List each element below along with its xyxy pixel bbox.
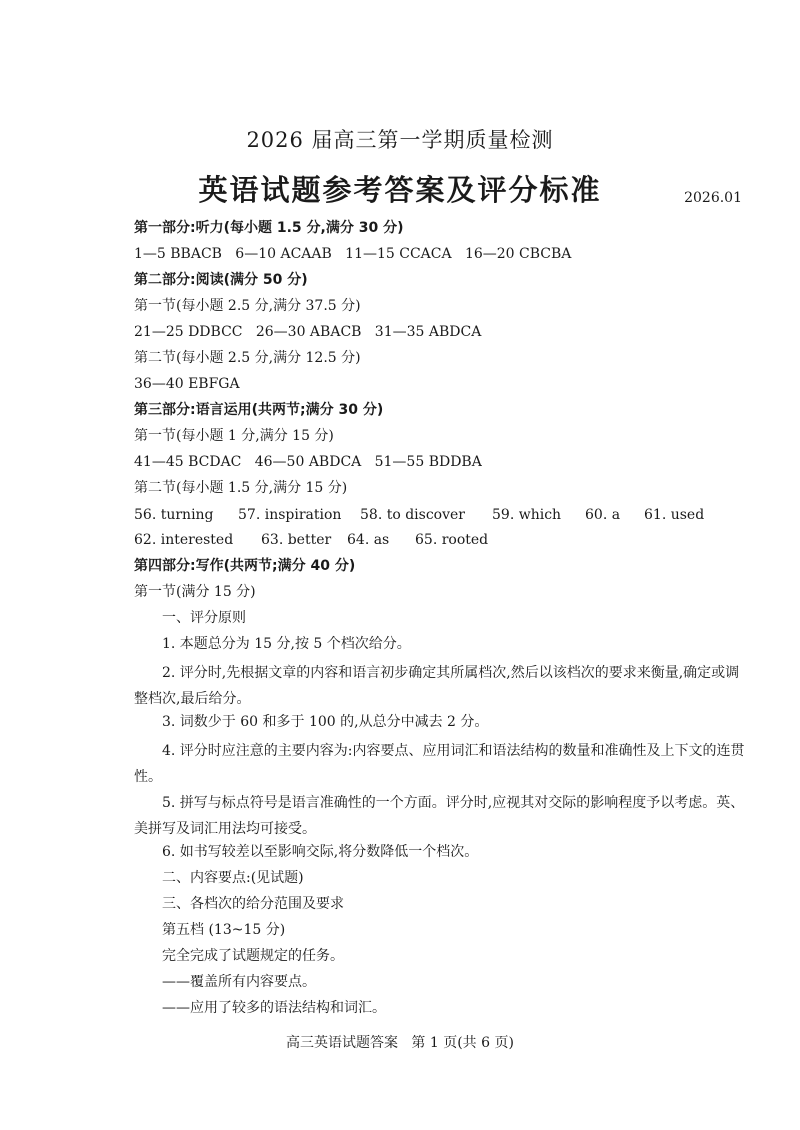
answer-58: 58. to discover xyxy=(360,507,465,523)
answer-63: 63. better xyxy=(261,532,332,548)
page-title: 英语试题参考答案及评分标准 xyxy=(198,173,602,207)
level5-item-1: ——覆盖所有内容要点。 xyxy=(162,974,316,990)
levels-heading: 三、各档次的给分范围及要求 xyxy=(162,896,344,912)
part1-answers: 1—5 BBACB 6—10 ACAAB 11—15 CCACA 16—20 CBCBA xyxy=(134,246,572,262)
answer-56: 56. turning xyxy=(134,507,214,523)
exam-name: 2026 届高三第一学期质量检测 xyxy=(246,128,554,152)
principle-1: 1. 本题总分为 15 分,按 5 个档次给分。 xyxy=(162,636,411,652)
part3-sec2-heading: 第二节(每小题 1.5 分,满分 15 分) xyxy=(134,480,348,496)
principles-heading: 一、评分原则 xyxy=(162,610,246,626)
principle-6: 6. 如书写较差以至影响交际,将分数降低一个档次。 xyxy=(162,844,479,860)
part2-sec2-answers: 36—40 EBFGA xyxy=(134,376,240,392)
content-points: 二、内容要点:(见试题) xyxy=(162,870,304,886)
principle-4: 4. 评分时应注意的主要内容为:内容要点、应用词汇和语法结构的数量和准确性及上下文的连贯性。 xyxy=(134,743,745,785)
answer-60: 60. a xyxy=(585,507,621,523)
level5-heading: 第五档 (13~15 分) xyxy=(162,922,286,938)
answer-57: 57. inspiration xyxy=(238,507,342,523)
answer-64: 64. as xyxy=(347,532,390,548)
part3-sec1-answers: 41—45 BCDAC 46—50 ABDCA 51—55 BDDBA xyxy=(134,454,482,470)
part2-heading: 第二部分:阅读(满分 50 分) xyxy=(134,272,308,288)
answer-61: 61. used xyxy=(644,507,705,523)
principle-3: 3. 词数少于 60 和多于 100 的,从总分中减去 2 分。 xyxy=(162,714,489,730)
part2-sec1-heading: 第一节(每小题 2.5 分,满分 37.5 分) xyxy=(134,298,361,314)
level5-desc: 完全完成了试题规定的任务。 xyxy=(162,948,344,964)
part1-heading: 第一部分:听力(每小题 1.5 分,满分 30 分) xyxy=(134,220,404,236)
answer-65: 65. rooted xyxy=(415,532,489,548)
page-footer: 高三英语试题答案 第 1 页(共 6 页) xyxy=(286,1035,514,1051)
part2-sec1-answers: 21—25 DDBCC 26—30 ABACB 31—35 ABDCA xyxy=(134,324,482,340)
part4-heading: 第四部分:写作(共两节;满分 40 分) xyxy=(134,558,356,574)
part2-sec2-heading: 第二节(每小题 2.5 分,满分 12.5 分) xyxy=(134,350,361,366)
exam-date: 2026.01 xyxy=(684,190,742,206)
answer-59: 59. which xyxy=(492,507,562,523)
principle-2: 2. 评分时,先根据文章的内容和语言初步确定其所属档次,然后以该档次的要求来衡量,确定或调整档次,最后给分。 xyxy=(134,665,740,707)
part3-sec1-heading: 第一节(每小题 1 分,满分 15 分) xyxy=(134,428,334,444)
level5-item-2: ——应用了较多的语法结构和词汇。 xyxy=(162,1000,386,1016)
principle-5: 5. 拼写与标点符号是语言准确性的一个方面。评分时,应视其对交际的影响程度予以考虑。英、美拼写及词汇用法均可接受。 xyxy=(134,795,745,837)
part4-sec1-heading: 第一节(满分 15 分) xyxy=(134,584,256,600)
answer-62: 62. interested xyxy=(134,532,234,548)
part3-heading: 第三部分:语言运用(共两节;满分 30 分) xyxy=(134,402,384,418)
